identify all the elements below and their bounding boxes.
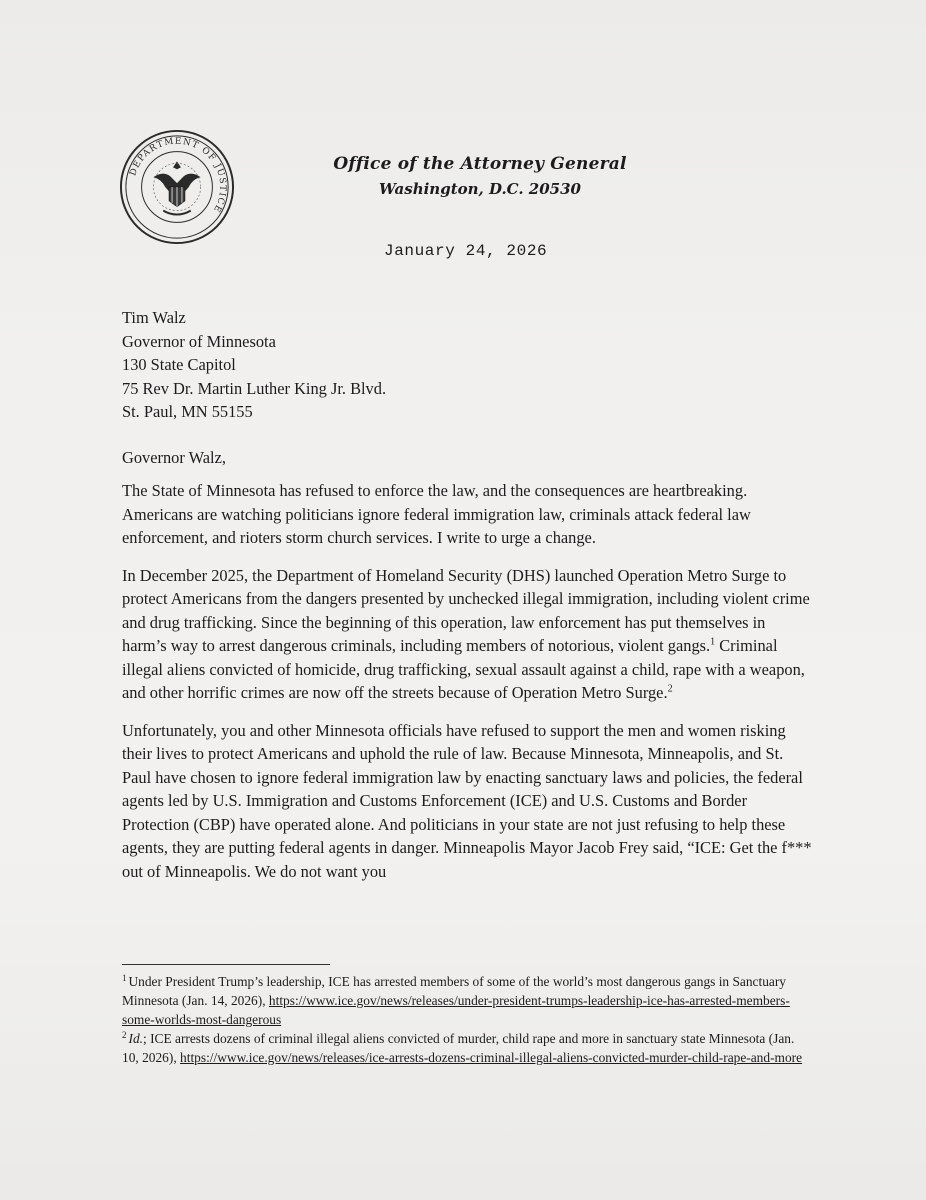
office-address: Washington, D.C. 20530 bbox=[379, 180, 581, 198]
paragraph-2-part-a: In December 2025, the Department of Homeland Security (DHS) launched Operation Metro Surge to protect Americans from the dangers presented by unchecked illegal immigration, including violent crime and drug trafficking. Since the beginning of this operation, law enforcement has put themselves in harm’s way to arrest dangerous criminals, including members of notorious, violent gangs. bbox=[122, 565, 810, 655]
footnote-2-id: Id. bbox=[128, 1031, 144, 1046]
recipient-title: Governor of Minnesota bbox=[122, 331, 276, 351]
address-line-3: St. Paul, MN 55155 bbox=[122, 402, 253, 421]
letterhead bbox=[330, 154, 630, 198]
paragraph-1: The State of Minnesota has refused to enforce the law, and the consequences are heartbreaking. Americans are watching politicians ignore federal immigration law, criminals attack federal law enforcement, and rioters storm church services. I write to urge a change. bbox=[122, 481, 751, 547]
footnote-1-link[interactable]: https://www.ice.gov/news/releases/under-president-trumps-leadership-ice-has-arrested-members-some-worlds-most-dangerous bbox=[122, 993, 790, 1027]
address-line-1: 130 State Capitol bbox=[122, 355, 236, 374]
footnote-1 bbox=[122, 972, 812, 1029]
letter-date: January 24, 2026 bbox=[384, 242, 548, 260]
paragraph-2 bbox=[122, 564, 814, 705]
recipient-name: Tim Walz bbox=[122, 308, 186, 327]
footnote-divider bbox=[122, 964, 330, 965]
department-of-justice-seal bbox=[118, 128, 236, 246]
footnote-1-text: Under President Trump’s leadership, ICE has arrested members of some of the world’s most dangerous gangs in Sanctuary Minnesota (Jan. 14, 2026), bbox=[122, 974, 787, 1008]
office-title: Office of the Attorney General bbox=[333, 154, 627, 174]
footnote-2-text: ; ICE arrests dozens of criminal illegal aliens convicted of murder, child rape and more in sanctuary state Minnesota (Jan. 10, 2026), bbox=[122, 1031, 795, 1065]
paragraph-3: Unfortunately, you and other Minnesota officials have refused to support the men and women risking their lives to protect Americans and uphold the rule of law. Because Minnesota, Minneapolis, and St. Paul have chosen to ignore federal immigration law by enacting sanctuary laws and policies, the federal agents led by U.S. Immigration and Customs Enforcement (ICE) and U.S. Customs and Border Protection (CBP) have operated alone. And politicians in your state are not just refusing to help these agents, they are putting federal agents in danger. Minneapolis Mayor Jacob Frey said, “ICE: Get the f*** out of Minneapolis. We do not want you bbox=[122, 720, 812, 881]
footnote-2-link[interactable]: https://www.ice.gov/news/releases/ice-arrests-dozens-criminal-illegal-aliens-convicted-murder-child-rape-and-more bbox=[180, 1050, 803, 1065]
footnote-2-mark: 2 bbox=[122, 1029, 127, 1040]
svg-text:DEPARTMENT OF JUSTICE: DEPARTMENT OF JUSTICE bbox=[128, 136, 228, 215]
letter-body bbox=[122, 479, 814, 897]
paragraph-2-part-b: Criminal illegal aliens convicted of homicide, drug trafficking, sexual assault against a child, rape with a weapon, and other horrific crimes are now off the streets because of Operation Metro Surge. bbox=[122, 636, 805, 702]
footnote-1-mark: 1 bbox=[122, 972, 127, 983]
footnote-ref-1[interactable]: 1 bbox=[710, 636, 716, 648]
address-line-2: 75 Rev Dr. Martin Luther King Jr. Blvd. bbox=[122, 378, 387, 398]
salutation: Governor Walz, bbox=[122, 448, 226, 467]
footnote-2 bbox=[122, 1029, 812, 1067]
footnote-ref-2[interactable]: 2 bbox=[667, 683, 673, 695]
recipient-address bbox=[122, 306, 386, 424]
footnotes bbox=[122, 972, 812, 1067]
